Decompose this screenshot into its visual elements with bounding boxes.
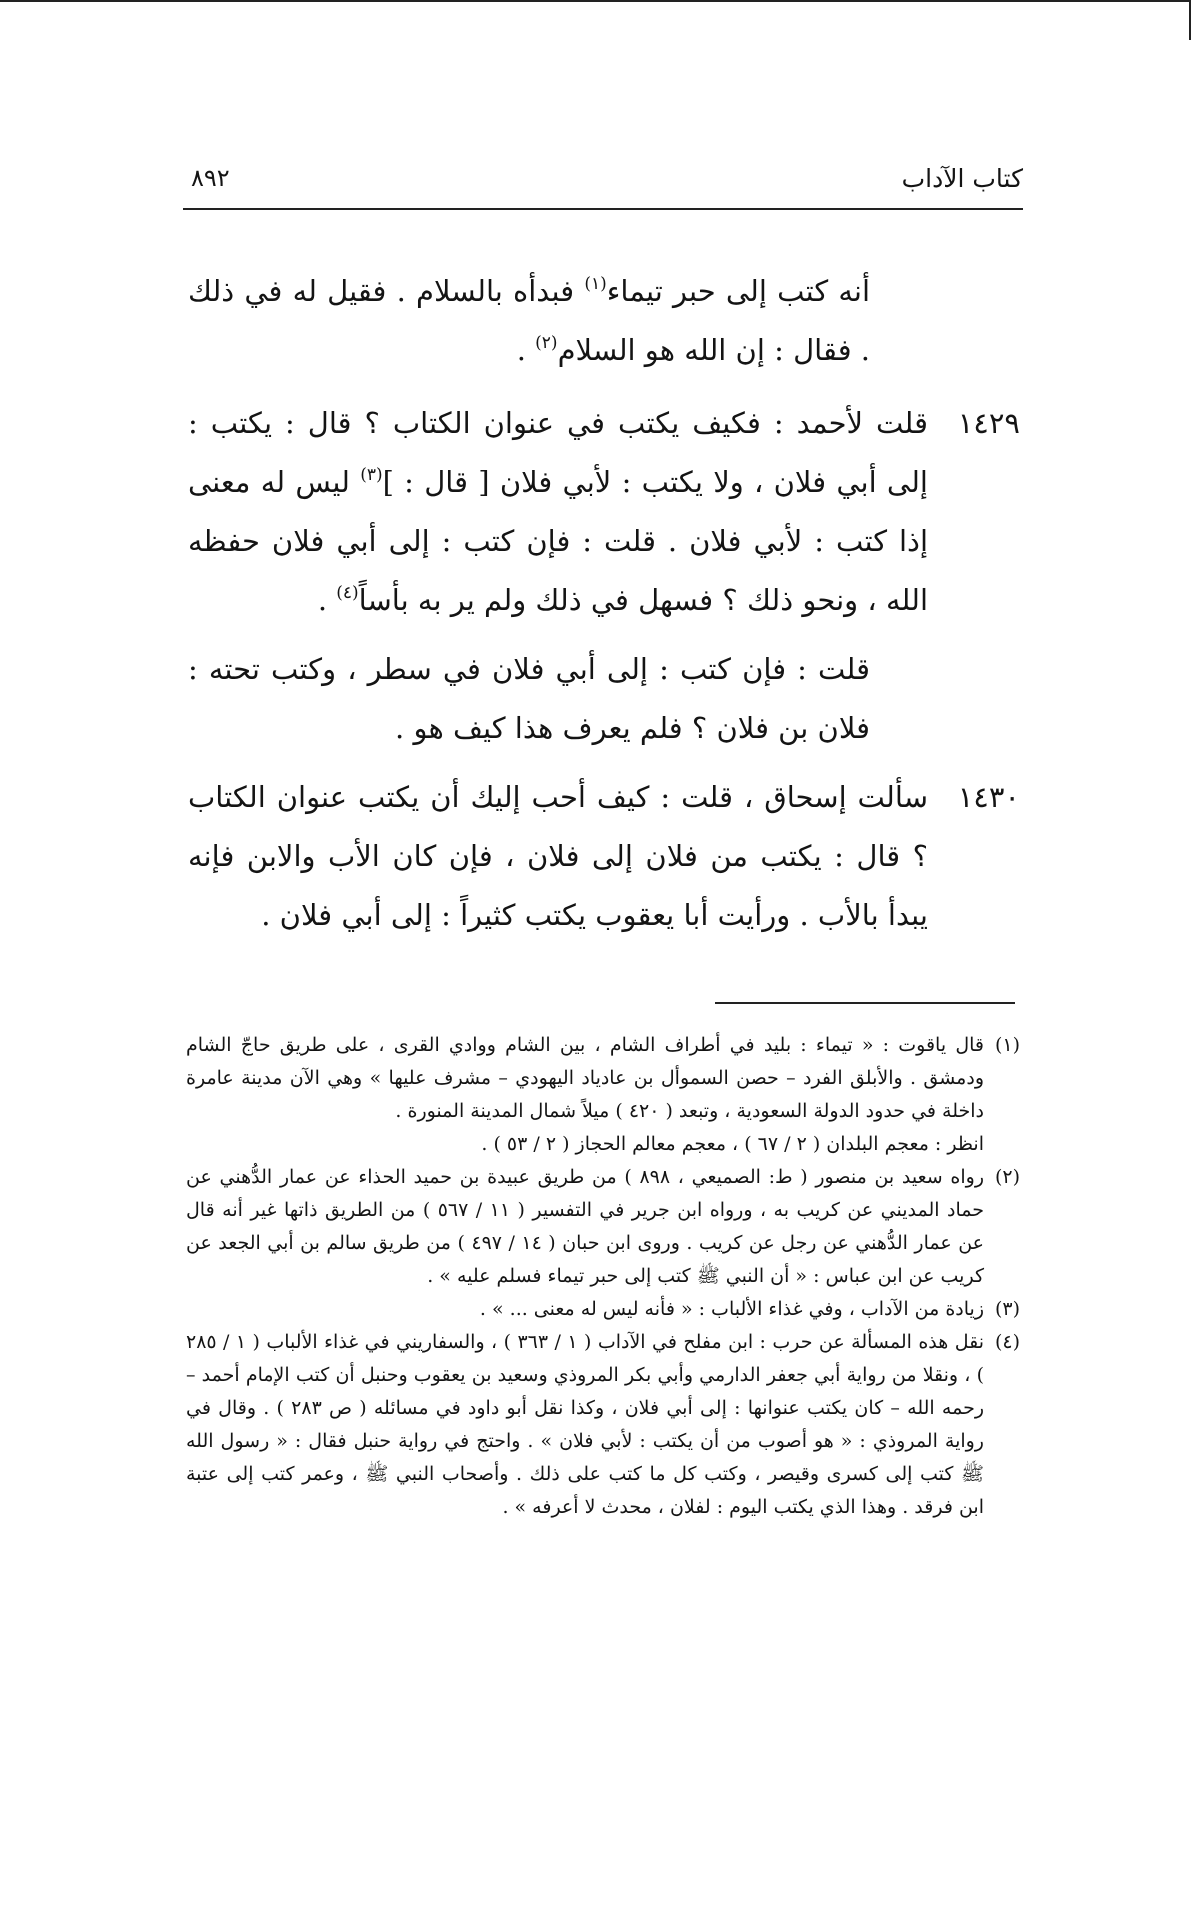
footnote-ref-2[interactable]: (٢): [535, 333, 558, 353]
footnote-1-sources: [186, 1128, 1020, 1161]
footnote-text: زيادة من الآداب ، وفي غذاء الألباب : « فأنه ليس له معنى ... » .: [479, 1298, 984, 1320]
footnote-2: [186, 1161, 1020, 1293]
running-header: [183, 160, 1023, 200]
page-number: ٨٩٢: [191, 164, 230, 192]
footnote-ref-1[interactable]: (١): [584, 274, 607, 294]
footnotes: [186, 1029, 1020, 1524]
header-rule: [183, 208, 1023, 210]
footnote-separator: [715, 1002, 1015, 1004]
paragraph-text: ليس له معنى إذا كتب : لأبي فلان . قلت : فإن كتب : إلى أبي فلان حفظه الله ، ونحو ذلك ؟ فسهل في ذلك ولم ير به بأساً: [188, 465, 928, 617]
footnote-text: رواه سعيد بن منصور ( ط: الصميعي ، ٨٩٨ ) من طريق عبيدة بن حميد الحذاء عن عمار الدُّهني عن حماد المديني عن كريب به ، ورواه ابن جرير في التفسير ( ١١ / ٥٦٧ ) من الطريق ذاتها غير أنه قال عن عمار الدُّهني عن رجل عن كريب . وروى ابن حبان ( ١٤ / ٤٩٧ ) من طريق سالم بن أبي الجعد عن كريب عن ابن عباس : « أن النبي ﷺ كتب إلى حبر تيماء فسلم عليه » .: [186, 1166, 984, 1287]
paragraph-number: ١٤٢٩: [957, 406, 1020, 440]
paragraph-text: فبدأه بالسلام . فقيل له في ذلك . فقال : إن الله هو السلام: [188, 274, 870, 367]
paragraph-content: [186, 394, 928, 630]
footnote-number: (٤): [994, 1331, 1020, 1353]
paragraph-content: [186, 262, 928, 380]
footnote-number: (٢): [994, 1166, 1020, 1188]
footnote-number: (٣): [994, 1298, 1020, 1320]
footnote-text: نقل هذه المسألة عن حرب : ابن مفلح في الآداب ( ١ / ٣٦٣ ) ، والسفاريني في غذاء الألباب ( ١ / ٢٨٥ ) ، ونقلا من رواية أبي جعفر الدارمي وأبي بكر المروذي وسعيد بن يعقوب وحنبل أن كتب الإمام أحمد – رحمه الله – كان يكتب عنوانها : إلى أبي فلان ، وكذا نقل أبو داود في مسائله ( ص ٢٨٣ ) . وقال في رواية المروذي : « هو أصوب من أن يكتب : لأبي فلان » . واحتج في رواية حنبل فقال : « رسول الله ﷺ كتب إلى كسرى وقيصر ، وكتب كل ما كتب على ذلك . وأصحاب النبي ﷺ ، وعمر كتب إلى عتبة ابن فرقد . وهذا الذي يكتب اليوم : لفلان ، محدث لا أعرفه » .: [186, 1331, 985, 1518]
book-title: كتاب الآداب: [901, 164, 1023, 193]
footnote-3: [186, 1293, 1020, 1326]
footnote-4: [186, 1326, 1020, 1524]
paragraph-text: قلت لأحمد : فكيف يكتب في عنوان الكتاب ؟ قال : يكتب : إلى أبي فلان ، ولا يكتب : لأبي فلان [ قال : ]: [188, 406, 928, 499]
paragraph-1429: [186, 394, 1020, 630]
footnote-ref-3[interactable]: (٣): [360, 465, 383, 485]
paragraph-continuation: [186, 262, 1020, 380]
paragraph-text: أنه كتب إلى حبر تيماء: [606, 274, 870, 308]
paragraph-number-empty: [928, 640, 1020, 758]
page-top-edge: [0, 0, 1191, 2]
footnote-1: [186, 1029, 1020, 1128]
paragraph-1430: [186, 768, 1020, 945]
footnote-sources-text: انظر : معجم البلدان ( ٢ / ٦٧ ) ، معجم معالم الحجاز ( ٢ / ٥٣ ) .: [481, 1133, 984, 1155]
main-text: [186, 262, 1020, 945]
paragraph-number: ١٤٣٠: [957, 780, 1020, 814]
paragraph-text: .: [317, 583, 337, 617]
paragraph-number-empty: [928, 262, 1020, 380]
paragraph-1429-continued: [186, 640, 1020, 758]
footnote-text: قال ياقوت : « تيماء : بليد في أطراف الشام ، بين الشام ووادي القرى ، على طريق حاجّ الشام ودمشق . والأبلق الفرد – حصن السموأل بن عادياد اليهودي – مشرف عليها » وهي الآن مدينة عامرة داخلة في حدود الدولة السعودية ، وتبعد ( ٤٢٠ ) ميلاً شمال المدينة المنورة .: [186, 1034, 984, 1122]
footnote-ref-4[interactable]: (٤): [336, 583, 359, 603]
paragraph-content: قلت : فإن كتب : إلى أبي فلان في سطر ، وكتب تحته : فلان بن فلان ؟ فلم يعرف هذا كيف هو .: [188, 652, 870, 745]
paragraph-content: سألت إسحاق ، قلت : كيف أحب إليك أن يكتب عنوان الكتاب ؟ قال : يكتب من فلان إلى فلان ، فإن كان الأب والابن فإنه يبدأ بالأب . ورأيت أبا يعقوب يكتب كثيراً : إلى أبي فلان .: [188, 780, 928, 932]
footnote-number: (١): [994, 1034, 1020, 1056]
paragraph-text: .: [516, 333, 536, 367]
